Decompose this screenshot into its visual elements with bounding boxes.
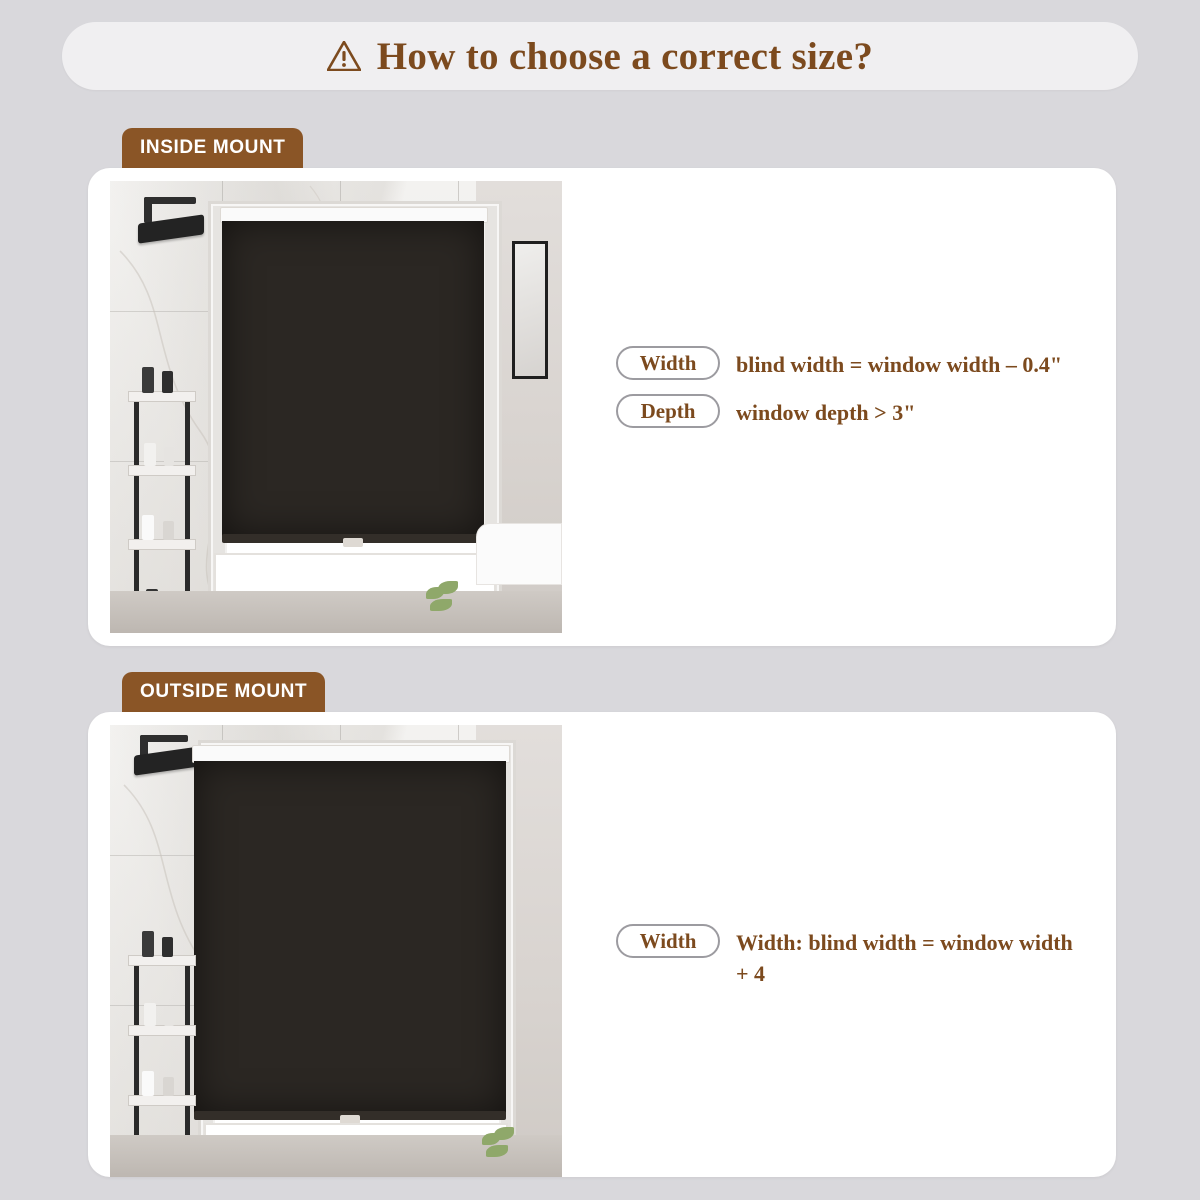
spec-pill-depth: Depth — [616, 394, 720, 428]
rack-shelf — [128, 1025, 196, 1036]
blackout-roller-blind — [222, 221, 484, 536]
section-tab-outside-mount-label: OUTSIDE MOUNT — [140, 681, 308, 702]
bottle — [142, 367, 154, 393]
section-card-outside-mount — [88, 712, 1116, 1177]
inside-mount-specs — [616, 346, 1090, 442]
bottle — [162, 371, 173, 393]
wall-mirror — [512, 241, 548, 379]
shower-arm-horizontal — [140, 735, 188, 742]
warning-triangle-icon — [327, 41, 361, 71]
spec-text-width: blind width = window width – 0.4" — [736, 352, 1063, 377]
rack-shelf — [128, 1095, 196, 1106]
bottle — [162, 937, 173, 957]
bathtub-edge — [476, 523, 562, 585]
plant-leaf — [430, 599, 452, 611]
section-tab-inside-mount-label: INSIDE MOUNT — [140, 137, 286, 158]
rack-shelf — [128, 539, 196, 550]
section-tab-inside-mount — [122, 128, 303, 168]
spec-text-depth: window depth > 3" — [736, 400, 916, 426]
bottle — [142, 1071, 154, 1096]
spec-row-width — [616, 924, 1090, 989]
spec-row-depth — [616, 394, 1090, 428]
bathroom-floor — [110, 591, 562, 633]
inside-mount-photo — [110, 181, 562, 633]
potted-plant — [424, 581, 466, 627]
blackout-roller-blind — [194, 761, 506, 1113]
outside-mount-photo — [110, 725, 562, 1177]
bottle — [163, 521, 174, 540]
bottle — [144, 1003, 156, 1026]
potted-plant — [480, 1127, 522, 1173]
plant-leaf — [486, 1145, 508, 1157]
blind-pull-grip — [343, 538, 363, 547]
bottle — [163, 1077, 174, 1096]
bottle — [164, 1007, 174, 1026]
shower-arm-horizontal — [144, 197, 196, 204]
bottle — [164, 447, 174, 466]
spec-pill-width: Width — [616, 924, 720, 958]
bottle — [142, 931, 154, 957]
spec-row-width — [616, 346, 1090, 380]
bottle — [142, 515, 154, 540]
plant-leaf — [494, 1127, 514, 1140]
header-content — [327, 34, 873, 79]
section-card-inside-mount — [88, 168, 1116, 646]
spec-pill-width: Width — [616, 346, 720, 380]
plant-leaf — [438, 581, 458, 594]
rack-shelf — [128, 465, 196, 476]
outside-mount-specs — [616, 924, 1090, 1003]
header-banner — [62, 22, 1138, 90]
spec-text-width: Width: blind width = window width + 4 — [736, 930, 1073, 987]
bottle — [144, 443, 156, 466]
section-tab-outside-mount — [122, 672, 325, 712]
page-title: How to choose a correct size? — [376, 34, 874, 78]
